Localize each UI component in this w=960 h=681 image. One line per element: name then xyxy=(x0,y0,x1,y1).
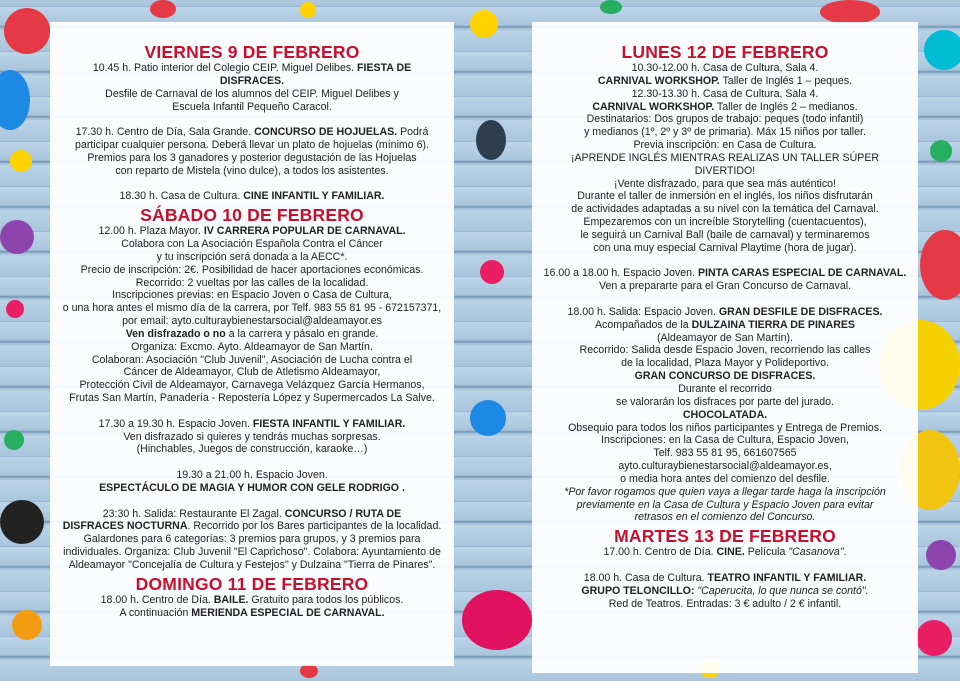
event-block xyxy=(60,469,444,495)
day-title-lunes: LUNES 12 DE FEBRERO xyxy=(621,42,829,62)
event-text: Obsequio para todos los niños participantes y Entrega de Premios. Inscripciones: en la Casa de Cultura, Espacio Joven, Telf. 983 55 81 95, 661607565 ayto.culturaybienestarsocial@aldeamayor.es, o media hora antes del comienzo del desfile. xyxy=(568,421,882,485)
block-spacer xyxy=(60,495,444,508)
event-text: 18.30 h. Casa de Cultura. xyxy=(119,190,244,203)
event-text: . xyxy=(843,546,847,559)
confetti-dot xyxy=(10,150,32,172)
event-text: 17.30 a 19.30 h. Espacio Joven. xyxy=(98,417,253,430)
event-highlight: BAILE. xyxy=(213,593,249,606)
event-highlight: CONCURSO / RUTA DE DISFRACES NOCTURNA xyxy=(62,507,402,533)
event-highlight: PINTA CARAS ESPECIAL DE CARNAVAL. xyxy=(697,267,907,280)
event-note: "Casanova" xyxy=(788,546,844,559)
event-text: Colabora con La Asociación Española Contra el Cáncer y tu inscripción será donada a la AECC*. Precio de inscripción: 2€. Posibilidad de hacer aportaciones económicas. Recorrido: 2 vueltas por las calles de la localidad. Inscripciones previas: en Espacio Joven o Casa de Cultura, o una hora antes el mismo día de la carrera, por Telf. 983 55 81 95 - 672157371, por email: ayto.culturaybienestarsocial@aldeamayor.es xyxy=(62,238,442,328)
event-text: Taller de Inglés 2 – medianos. Destinatarios: Dos grupos de trabajo: peques (todo infantil) y medianos (1º, 2º y 3º de primaria). Máx 15 niños por taller. Previa inscripción: en Casa de Cultura. ¡APRENDE INGLÉS MIENTRAS REALIZAS UN TALLER SÚPER DIVERTIDO! ¡Vente disfrazado, para que sea más auténtico! Durante el taller de inmersión en el inglés, los niños disfrutarán de actividades adaptadas a su nivel con la temática del Carnaval. Empezaremos con un increíble Storytelling (cuentacuentos), le seguirá un Carnival Ball (baile de carnaval) y terminaremos con una muy especial Carnival Playtime (hora de jugar). xyxy=(570,100,880,254)
event-block xyxy=(60,62,444,113)
block-spacer xyxy=(542,559,908,572)
confetti-dot xyxy=(920,230,960,300)
event-note: "Caperucita, lo que nunca se contó". xyxy=(697,584,869,597)
event-highlight: CHOCOLATADA. xyxy=(682,408,768,421)
event-text: 12.00 h. Plaza Mayor. xyxy=(98,225,204,238)
event-block xyxy=(60,418,444,457)
confetti-dot xyxy=(0,70,30,130)
block-spacer xyxy=(60,178,444,191)
confetti-dot xyxy=(470,10,498,38)
day-title-viernes: VIERNES 9 DE FEBRERO xyxy=(144,42,360,62)
confetti-dot xyxy=(6,300,24,318)
confetti-dot xyxy=(12,610,42,640)
event-text: 10.45 h. Patio interior del Colegio CEIP. Miguel Delibes. xyxy=(92,62,358,74)
event-block xyxy=(60,594,444,620)
event-text: Podrá participar cualquier persona. Deberá llevar un plato de hojuelas (mínimo 6). Premios para los 3 ganadores y posterior degustación de las Hojuelas con reparto de Mistela (vino dulce), a todos los asistentes. xyxy=(75,126,429,177)
block-spacer xyxy=(542,255,908,268)
event-highlight: FIESTA DE DISFRACES. xyxy=(219,62,412,87)
event-block xyxy=(542,546,908,559)
event-text: 17.00 h. Centro de Día. xyxy=(603,546,717,559)
event-highlight: CARNIVAL WORKSHOP. xyxy=(597,74,720,87)
confetti-dot xyxy=(926,540,956,570)
event-text: Durante el recorrido se valorarán los disfraces por parte del jurado. xyxy=(616,383,834,408)
confetti-dot xyxy=(300,664,318,678)
event-highlight: CONCURSO DE HOJUELAS. xyxy=(254,126,398,139)
confetti-dot xyxy=(480,260,504,284)
event-highlight: CINE. xyxy=(716,546,745,559)
event-text: 18.00 h. Salida: Espacio Joven. xyxy=(567,305,719,318)
event-highlight: Ven disfrazado o no xyxy=(125,327,226,340)
confetti-dot xyxy=(916,620,952,656)
left-schedule-panel xyxy=(50,22,454,666)
day-title-domingo: DOMINGO 11 DE FEBRERO xyxy=(135,573,369,594)
event-text: Desfile de Carnaval de los alumnos del CEIP. Miguel Delibes y Escuela Infantil Pequeño Caracol. xyxy=(105,87,399,113)
event-note: *Por favor rogamos que quien vaya a llegar tarde haga la inscripción previamente en la Casa de Cultura y Espacio Joven para evitar retrasos en el comienzo del Concurso. xyxy=(564,485,886,524)
event-block xyxy=(60,508,444,572)
confetti-dot xyxy=(150,0,176,18)
event-text: 16.00 a 18.00 h. Espacio Joven. xyxy=(543,267,698,280)
event-text: (Aldeamayor de San Martín). Recorrido: Salida desde Espacio Joven, recorriendo las calles de la localidad, Plaza Mayor y Polideportivo. xyxy=(579,331,871,370)
event-block xyxy=(60,225,444,405)
event-highlight: IV CARRERA POPULAR DE CARNAVAL. xyxy=(203,225,406,238)
block-spacer xyxy=(60,456,444,469)
event-text: 19.30 a 21.00 h. Espacio Joven. xyxy=(176,469,328,482)
event-text: 18.00 h. Centro de Día. xyxy=(100,593,214,606)
confetti-dot xyxy=(300,2,316,18)
event-text: Taller de Inglés 1 – peques. 12.30-13.30 h. Casa de Cultura, Sala 4. xyxy=(631,74,853,100)
event-highlight: CINE INFANTIL Y FAMILIAR. xyxy=(243,190,385,203)
day-events-sabado xyxy=(60,225,444,572)
confetti-dot xyxy=(476,120,506,160)
confetti-dot xyxy=(600,0,622,14)
event-text: Película xyxy=(744,546,789,559)
day-events-domingo xyxy=(60,594,444,620)
event-text: Red de Teatros. Entradas: 3 € adulto / 2 € infantil. xyxy=(608,597,842,610)
event-text: Ven a prepararte para el Gran Concurso de Carnaval. xyxy=(598,280,852,293)
day-title-martes: MARTES 13 DE FEBRERO xyxy=(614,526,836,547)
event-highlight: DULZAINA TIERRA DE PINARES xyxy=(691,318,855,331)
event-text: Acompañados de la xyxy=(594,318,689,331)
confetti-dot xyxy=(4,430,24,450)
event-text: Gratuito para todos los públicos. A continuación xyxy=(119,593,404,619)
confetti-dot xyxy=(820,0,880,24)
event-block xyxy=(542,572,908,611)
block-spacer xyxy=(60,113,444,126)
event-text: 17.30 h. Centro de Día, Sala Grande. xyxy=(75,126,255,139)
confetti-dot xyxy=(470,400,506,436)
event-block xyxy=(542,267,908,293)
event-block xyxy=(60,126,444,177)
block-spacer xyxy=(60,405,444,418)
event-highlight: MERIENDA ESPECIAL DE CARNAVAL. xyxy=(191,606,385,619)
day-events-lunes xyxy=(542,62,908,524)
event-text: 10.30-12.00 h. Casa de Cultura, Sala 4. xyxy=(631,62,819,74)
confetti-dot xyxy=(0,500,44,544)
event-highlight: GRAN DESFILE DE DISFRACES. xyxy=(718,305,883,318)
block-spacer xyxy=(542,293,908,306)
event-highlight: GRUPO TELONCILLO: xyxy=(581,584,698,597)
event-text: Ven disfrazado si quieres y tendrás muchas sorpresas. (Hinchables, Juegos de construcción, karaoke…) xyxy=(123,430,381,456)
confetti-dot xyxy=(924,30,960,70)
event-block xyxy=(542,62,908,255)
event-text: 18.00 h. Casa de Cultura. xyxy=(583,571,708,584)
event-block xyxy=(542,306,908,524)
confetti-dot xyxy=(462,590,532,650)
day-title-sabado: SÁBADO 10 DE FEBRERO xyxy=(140,205,364,226)
event-highlight: TEATRO INFANTIL Y FAMILIAR. xyxy=(707,571,867,584)
day-events-viernes xyxy=(60,62,444,203)
confetti-dot xyxy=(930,140,952,162)
event-highlight: GRAN CONCURSO DE DISFRACES. xyxy=(634,370,816,383)
event-text: a la carrera y pásalo en grande. Organiza: Excmo. Ayto. Aldeamayor de San Martín. Colaboran: Asociación "Club Juvenil", Asociación de Lucha contra el Cáncer de Aldeamayor, Club de Atletismo Aldeamayor, Protección Civil de Aldeamayor, Carnavega Velázquez García Hermanos, Frutas San Martín, Panadería - Repostería López y Supermercados La Salve. xyxy=(69,327,435,405)
confetti-dot xyxy=(4,8,50,54)
event-block xyxy=(60,190,444,203)
event-highlight: ESPECTÁCULO DE MAGIA Y HUMOR CON GELE RODRIGO . xyxy=(99,481,405,494)
event-highlight: FIESTA INFANTIL Y FAMILIAR. xyxy=(252,417,406,430)
event-text: . Recorrido por los Bares participantes de la localidad. Galardones para 6 categorías: 3 premios para grupos, y 3 premios para individuales. Organiza: Club Juvenil "El Caprichoso". Colabora: Ayuntamiento de Aldeamayor "Concejalía de Cultura y Festejos" y Dulzaina "Tierra de Pinares". xyxy=(63,520,442,571)
confetti-dot xyxy=(0,220,34,254)
day-events-martes xyxy=(542,546,908,610)
event-text: 23:30 h. Salida: Restaurante El Zagal. xyxy=(102,507,285,520)
right-schedule-panel xyxy=(532,22,918,673)
event-highlight: CARNIVAL WORKSHOP. xyxy=(592,100,715,113)
